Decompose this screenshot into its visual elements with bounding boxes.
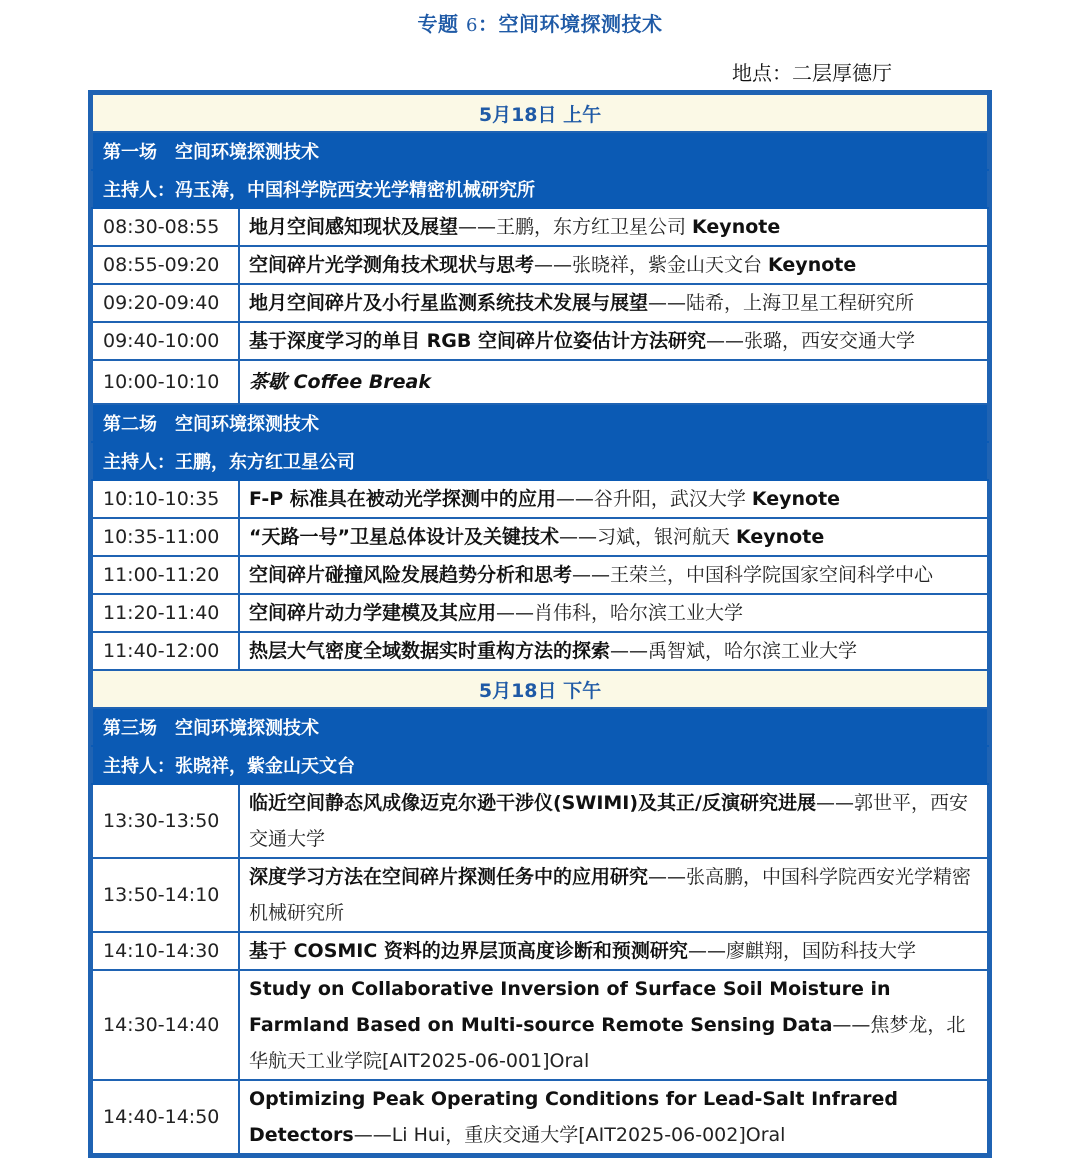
talk-content	[239, 556, 988, 594]
talk-speaker: ——张晓祥，紫金山天文台	[534, 254, 763, 276]
talk-title: Optimizing Peak Operating Conditions for Lead-Salt Infrared Detectors	[249, 1088, 898, 1146]
table-row	[92, 932, 988, 970]
talk-content	[239, 208, 988, 246]
session-header-row	[92, 708, 988, 746]
talk-time: 14:10-14:30	[92, 932, 239, 970]
keynote-badge: Keynote	[768, 254, 857, 276]
day-header-row	[92, 94, 988, 132]
table-row	[92, 784, 988, 858]
talk-content	[239, 594, 988, 632]
table-row	[92, 208, 988, 246]
table-row	[92, 360, 988, 404]
talk-content	[239, 246, 988, 284]
talk-content	[239, 858, 988, 932]
talk-content	[239, 518, 988, 556]
talk-time: 13:30-13:50	[92, 784, 239, 858]
talk-title: F-P 标准具在被动光学探测中的应用	[249, 488, 556, 510]
talk-title: Study on Collaborative Inversion of Surface Soil Moisture in Farmland Based on Multi-source Remote Sensing Data	[249, 978, 891, 1036]
title-prefix: 专题	[417, 12, 459, 36]
talk-content	[239, 1080, 988, 1154]
talk-time: 09:20-09:40	[92, 284, 239, 322]
talk-speaker: ——谷升阳，武汉大学	[555, 488, 746, 510]
talk-title: 基于深度学习的单目 RGB 空间碎片位姿估计方法研究	[249, 330, 706, 352]
location-label: 地点：二层厚德厅	[732, 61, 892, 85]
session-name: 第二场 空间环境探测技术	[92, 404, 988, 442]
talk-speaker: ——廖麒翔，国防科技大学	[687, 940, 916, 962]
talk-speaker: ——肖伟科，哈尔滨工业大学	[496, 602, 744, 624]
keynote-badge: Keynote	[751, 488, 841, 510]
title-number: 6	[466, 15, 478, 36]
table-row	[92, 518, 988, 556]
table-row	[92, 322, 988, 360]
page-title	[0, 8, 1080, 37]
table-row	[92, 246, 988, 284]
talk-content	[239, 322, 988, 360]
talk-content	[239, 284, 988, 322]
talk-speaker: ——张高鹏，中国科学院西安光学精密机械研究所	[249, 866, 972, 924]
day-label: 5月18日 下午	[92, 670, 988, 708]
talk-title: 空间碎片光学测角技术现状与思考	[249, 254, 535, 276]
session-host-row	[92, 442, 988, 480]
schedule-table	[88, 90, 992, 1158]
talk-speaker: ——张璐，西安交通大学	[705, 330, 915, 352]
keynote-badge: Keynote	[736, 526, 825, 548]
talk-title: 基于 COSMIC 资料的边界层顶高度诊断和预测研究	[249, 940, 688, 962]
session-name: 第三场 空间环境探测技术	[92, 708, 988, 746]
talk-title: 深度学习方法在空间碎片探测任务中的应用研究	[249, 866, 649, 888]
talk-speaker: ——禹智斌，哈尔滨工业大学	[610, 640, 858, 662]
talk-time: 10:35-11:00	[92, 518, 239, 556]
table-row	[92, 594, 988, 632]
talk-title: “天路一号”卫星总体设计及关键技术	[249, 526, 559, 548]
talk-time: 11:20-11:40	[92, 594, 239, 632]
table-row	[92, 480, 988, 518]
talk-title: 地月空间感知现状及展望	[249, 216, 459, 238]
table-row	[92, 858, 988, 932]
talk-time: 08:55-09:20	[92, 246, 239, 284]
talk-content	[239, 360, 988, 404]
talk-title: 热层大气密度全域数据实时重构方法的探索	[249, 640, 611, 662]
session-host-row	[92, 170, 988, 208]
talk-speaker: ——焦梦龙，北华航天工业学院[AIT2025-06-001]Oral	[249, 1014, 966, 1072]
talk-speaker: ——习斌，银河航天	[558, 526, 730, 548]
talk-title: 地月空间碎片及小行星监测系统技术发展与展望	[249, 292, 649, 314]
talk-title: 临近空间静态风成像迈克尔逊干涉仪(SWIMI)及其正/反演研究进展	[249, 792, 816, 814]
talk-time: 13:50-14:10	[92, 858, 239, 932]
talk-time: 11:00-11:20	[92, 556, 239, 594]
session-header-row	[92, 132, 988, 170]
coffee-break-label: 茶歇 Coffee Break	[249, 371, 432, 393]
talk-time: 14:40-14:50	[92, 1080, 239, 1154]
talk-title: 空间碎片动力学建模及其应用	[249, 602, 497, 624]
talk-content	[239, 480, 988, 518]
table-row	[92, 970, 988, 1080]
talk-content	[239, 932, 988, 970]
talk-content	[239, 970, 988, 1080]
talk-time: 08:30-08:55	[92, 208, 239, 246]
day-label: 5月18日 上午	[92, 94, 988, 132]
talk-time: 11:40-12:00	[92, 632, 239, 670]
keynote-badge: Keynote	[692, 216, 781, 238]
session-header-row	[92, 404, 988, 442]
session-name: 第一场 空间环境探测技术	[92, 132, 988, 170]
day-header-row	[92, 670, 988, 708]
talk-speaker: ——王鹏，东方红卫星公司	[458, 216, 687, 238]
table-row	[92, 632, 988, 670]
talk-time: 14:30-14:40	[92, 970, 239, 1080]
talk-speaker: ——陆希，上海卫星工程研究所	[648, 292, 915, 314]
talk-title: 空间碎片碰撞风险发展趋势分析和思考	[249, 564, 573, 586]
session-host: 主持人：冯玉涛，中国科学院西安光学精密机械研究所	[92, 170, 988, 208]
talk-time: 09:40-10:00	[92, 322, 239, 360]
talk-speaker: ——王荣兰，中国科学院国家空间科学中心	[572, 564, 934, 586]
talk-time: 10:10-10:35	[92, 480, 239, 518]
session-host: 主持人：张晓祥，紫金山天文台	[92, 746, 988, 784]
table-row	[92, 1080, 988, 1154]
session-host-row	[92, 746, 988, 784]
title-suffix: ：空间环境探测技术	[477, 12, 663, 36]
talk-time: 10:00-10:10	[92, 360, 239, 404]
table-row	[92, 556, 988, 594]
talk-speaker: ——郭世平，西安交通大学	[249, 792, 969, 850]
talk-content	[239, 784, 988, 858]
talk-speaker: ——Li Hui，重庆交通大学[AIT2025-06-002]Oral	[353, 1124, 786, 1146]
talk-content	[239, 632, 988, 670]
session-host: 主持人：王鹏，东方红卫星公司	[92, 442, 988, 480]
table-row	[92, 284, 988, 322]
